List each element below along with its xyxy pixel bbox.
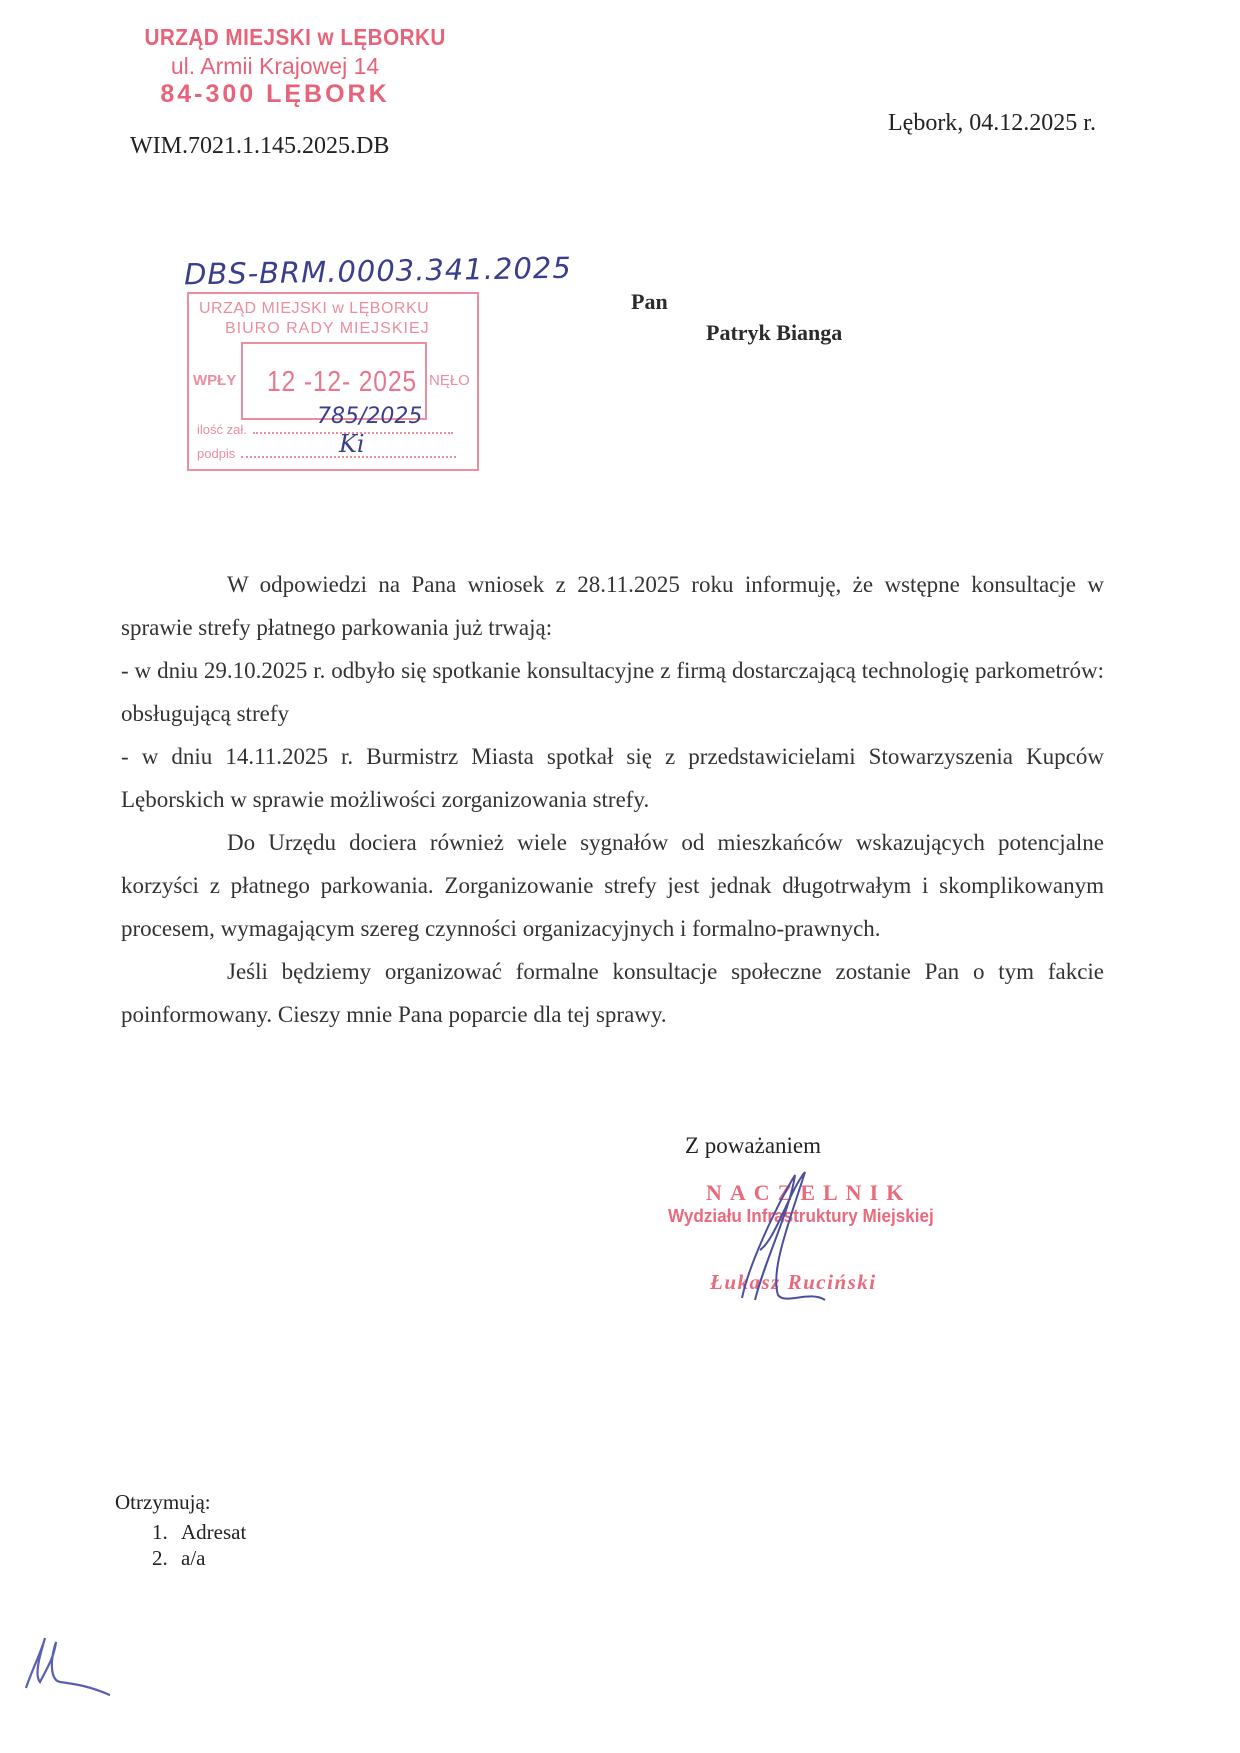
receipt-stamp-department: BIURO RADY MIEJSKIEJ [225,320,430,337]
closing-salutation: Z poważaniem [685,1133,822,1158]
office-address-stamp [130,24,446,109]
stamp-street: ul. Armii Krajowej 14 [170,53,380,79]
letter-body [121,563,1104,1036]
body-bullet: - w dniu 14.11.2025 r. Burmistrz Miasta spotkał się z przedstawicielami Stowarzyszenia Kupców Lęborskich w sprawie możliwości zorganizowania strefy. [121,744,1104,812]
reference-number: WIM.7021.1.145.2025.DB [130,133,390,159]
initials-signature-icon [20,1630,110,1705]
handwritten-registry-number: 785/2025 [317,404,423,429]
place-and-date: Lębork, 04.12.2025 r. [888,110,1096,136]
signature-label: podpis [197,446,236,461]
signature-department: Wydziału Infrastruktury Miejskiej [668,1206,934,1226]
recipients-list [115,1490,246,1571]
stamp-office-name: URZĄD MIEJSKI w LĘBORKU [144,24,446,50]
recipient-item: 2. a/a [173,1545,246,1571]
body-paragraph: Jeśli będziemy organizować formalne konsultacje społeczne zostanie Pan o tym fakcie poinformowany. Cieszy mnie Pana poparcie dla tej sprawy. [121,959,1104,1027]
stamp-postal-city: 84-300 LĘBORK [160,80,390,108]
body-bullet: - w dniu 29.10.2025 r. odbyło się spotkanie konsultacyjne z firmą dostarczającą technologię parkometrów: obsługującą strefy [121,658,1104,726]
received-date: 12 -12- 2025 [267,366,417,398]
body-paragraph: W odpowiedzi na Pana wniosek z 28.11.2025 roku informuję, że wstępne konsultacje w sprawie strefy płatnego parkowania już trwają: [121,572,1104,640]
signature-row [197,446,456,461]
attachments-label: ilość zał. [197,422,247,437]
handwritten-initials: Ki [339,430,365,458]
signature-title: NACZELNIK [706,1180,912,1205]
handwritten-reference: DBS-BRM.0003.341.2025 [183,250,573,292]
receipt-stamp [187,292,479,471]
signatory-name: Łukasz Ruciński [710,1270,877,1294]
addressee-title: Pan [631,289,668,314]
recipients-label: Otrzymują: [115,1490,211,1514]
receipt-stamp-office: URZĄD MIEJSKI w LĘBORKU [199,300,430,317]
recipient-item: 1. Adresat [173,1519,246,1545]
receipt-label-right: NĘŁO [429,372,470,389]
body-paragraph: Do Urzędu dociera również wiele sygnałów od mieszkańców wskazujących potencjalne korzyści z płatnego parkowania. Zorganizowanie strefy jest jednak długotrwałym i skomplikowanym procesem, wymagającym szereg czynności organizacyjnych i formalno-prawnych. [121,830,1104,941]
addressee-name: Patryk Bianga [706,320,843,345]
handwritten-signature-icon [720,1170,830,1315]
receipt-label-left: WPŁY [193,372,237,389]
